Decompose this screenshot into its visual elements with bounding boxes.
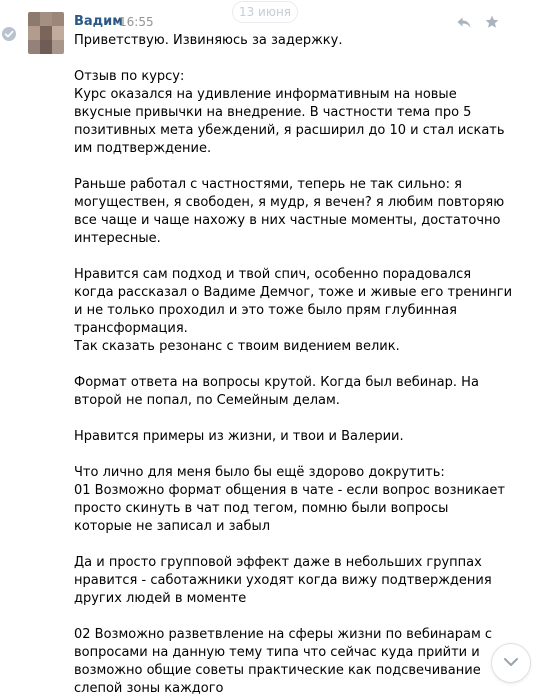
message-blank-line	[74, 50, 514, 68]
message-line: вкусные привычки на внедрение. В частности тема про 5	[74, 105, 472, 120]
message-line: 02 Возможно разветвление на сферы жизни по вебинарам с	[74, 627, 493, 642]
chevron-down-icon	[503, 657, 519, 667]
message-line: слепой зоны каждого	[74, 681, 224, 696]
scroll-down-button[interactable]	[491, 643, 531, 683]
date-divider: 13 июня	[232, 1, 298, 23]
message-line: вопросами на данную тему типа что сейчас куда прийти и	[74, 645, 480, 660]
message-blank-line	[74, 248, 514, 266]
message-line: Отзыв по курсу:	[74, 69, 185, 84]
message-blank-line	[74, 158, 514, 176]
message-line: Приветствую. Извиняюсь за задержку.	[74, 33, 343, 48]
message-body	[74, 32, 514, 698]
message-line: Нравится сам подход и твой спич, особенно порадовался	[74, 267, 472, 282]
message-line: им подтверждение.	[74, 141, 212, 156]
message-line: просто скинуть в чат под тегом, помню были вопросы	[74, 501, 449, 516]
message-line: Раньше работал с частностями, теперь не так сильно: я	[74, 177, 462, 192]
message-blank-line	[74, 446, 514, 464]
message-blank-line	[74, 608, 514, 626]
message-line: 01 Возможно формат общения в чате - если вопрос возникает	[74, 483, 505, 498]
message-line: позитивных мета убеждений, я расширил до 10 и стал искать	[74, 123, 505, 138]
message-line: трансформация.	[74, 321, 188, 336]
message-line: могуществен, я свободен, я мудр, я вечен? я любим повторяю	[74, 195, 505, 210]
message-line: нравится - саботажники уходят когда вижу подтверждения	[74, 573, 492, 588]
message-line: других людей в моменте	[74, 591, 247, 606]
message-line: интересные.	[74, 231, 161, 246]
message-blank-line	[74, 356, 514, 374]
message-line: второй не попал, по Семейным делам.	[74, 393, 340, 408]
message-line: Нравится примеры из жизни, и твои и Валерии.	[74, 429, 404, 444]
message-line: возможно общие советы практические как подсвечивание	[74, 663, 481, 678]
message-line: и не только проходил и это тоже было прям глубинная	[74, 303, 457, 318]
author-name-link[interactable]: Вадим	[74, 14, 123, 29]
message-time: 16:55	[119, 15, 154, 29]
message-line: Формат ответа на вопросы крутой. Когда был вебинар. На	[74, 375, 479, 390]
reply-icon[interactable]	[456, 15, 472, 29]
avatar[interactable]	[28, 12, 64, 54]
read-status-check-icon	[2, 27, 16, 41]
message-line: Да и просто групповой эффект даже в небольших группах	[74, 555, 482, 570]
message-line: которые не записал и забыл	[74, 519, 271, 534]
message-line: когда рассказал о Вадиме Демчог, тоже и живые его тренинги	[74, 285, 513, 300]
message-line: все чаще и чаще нахожу в них частные моменты, достаточно	[74, 213, 501, 228]
star-icon[interactable]	[485, 14, 499, 28]
message-line: Курс оказался на удивление информативным на новые	[74, 87, 457, 102]
message-blank-line	[74, 410, 514, 428]
message-line: Что лично для меня было бы ещё здорово докрутить:	[74, 465, 445, 480]
message-line: Так сказать резонанс с твоим видением велик.	[74, 339, 400, 354]
message-blank-line	[74, 536, 514, 554]
